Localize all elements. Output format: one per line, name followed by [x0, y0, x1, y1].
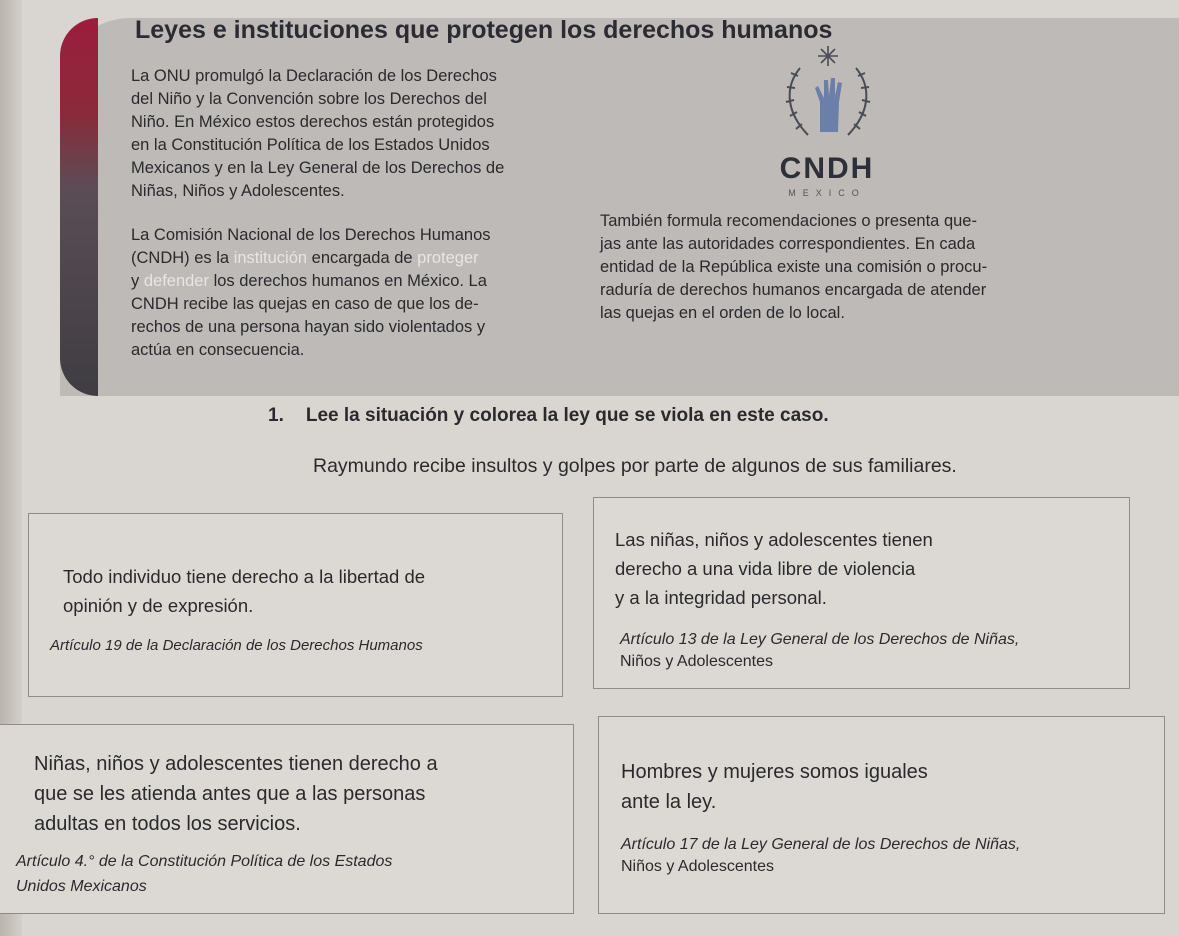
cndh-paragraph-1 [131, 224, 581, 362]
law-text [615, 525, 933, 612]
text-run: encargada de [307, 249, 418, 267]
intro-line: en la Constitución Política de los Estados Unidos [131, 136, 490, 154]
cndh-line: CNDH recibe las quejas en caso de que los de- [131, 295, 479, 313]
intro-line: Mexicanos y en la Ley General de los Derechos de [131, 159, 505, 177]
text-run: los derechos humanos en México. La [208, 272, 487, 290]
source-line: Artículo 17 de la Ley General de los Derechos de Niñas, [621, 836, 1021, 853]
cndh-line: jas ante las autoridades correspondientes. En cada [600, 235, 976, 253]
law-line: opinión y de expresión. [63, 595, 254, 616]
cndh-line: rechos de una persona hayan sido violentados y [131, 318, 486, 336]
law-card-article-13[interactable] [593, 497, 1130, 689]
text-run: y [131, 272, 144, 290]
accent-bar [60, 18, 98, 396]
law-card-article-17[interactable] [598, 716, 1165, 914]
law-line: que se les atienda antes que a las personas [34, 783, 426, 805]
law-line: adultas en todos los servicios. [34, 813, 301, 835]
cndh-line [131, 270, 581, 293]
law-line: y a la integridad personal. [615, 587, 827, 608]
page-title: Leyes e instituciones que protegen los derechos humanos [135, 16, 833, 44]
faded-word: proteger [417, 249, 479, 267]
cndh-line: También formula recomendaciones o presenta que- [600, 212, 977, 230]
faded-word: defender [143, 272, 209, 290]
law-source [621, 834, 1020, 878]
intro-line: Niño. En México estos derechos están protegidos [131, 113, 495, 131]
law-source [16, 849, 392, 899]
law-card-article-4[interactable] [0, 724, 574, 914]
law-line: derecho a una vida libre de violencia [615, 558, 916, 579]
activity-instruction [268, 405, 829, 427]
situation-text: Raymundo recibe insultos y golpes por parte de algunos de sus familiares. [313, 455, 957, 477]
source-line: Artículo 19 de la Declaración de los Derechos Humanos [50, 637, 423, 654]
cndh-line: actúa en consecuencia. [131, 341, 305, 359]
source-line: Niños y Adolescentes [621, 858, 774, 875]
law-line: Las niñas, niños y adolescentes tienen [615, 529, 933, 550]
cndh-line: entidad de la República existe una comisión o procu- [600, 258, 988, 276]
cndh-line: raduría de derechos humanos encargada de atender [600, 281, 987, 299]
law-line: Todo individuo tiene derecho a la libertad de [63, 566, 426, 587]
intro-line: La ONU promulgó la Declaración de los Derechos [131, 67, 497, 85]
source-line: Unidos Mexicanos [16, 878, 147, 895]
cndh-logo [745, 40, 915, 205]
source-line: Artículo 4.° de la Constitución Política de los Estados [16, 853, 393, 870]
cndh-paragraph-2 [600, 210, 1070, 325]
law-line: ante la ley. [621, 791, 717, 813]
law-source [620, 629, 1019, 673]
faded-word: institución [233, 249, 308, 267]
law-line: Hombres y mujeres somos iguales [621, 761, 928, 783]
cndh-logo-country: MEXICO [788, 188, 866, 198]
cndh-hand-laurel-icon [768, 40, 888, 150]
law-text [34, 749, 438, 839]
law-line: Niñas, niños y adolescentes tienen derecho a [34, 753, 438, 775]
cndh-line [131, 247, 581, 270]
law-text [621, 757, 928, 817]
cndh-line: las quejas en el orden de lo local. [600, 304, 845, 322]
instruction-text: Lee la situación y colorea la ley que se viola en este caso. [305, 405, 829, 426]
source-line: Artículo 13 de la Ley General de los Derechos de Niñas, [620, 631, 1020, 648]
law-source [50, 635, 423, 657]
text-run: (CNDH) es la [131, 249, 234, 267]
intro-line: Niñas, Niños y Adolescentes. [131, 182, 345, 200]
intro-paragraph [131, 65, 586, 203]
intro-line: del Niño y la Convención sobre los Derechos del [131, 90, 487, 108]
law-card-article-19[interactable] [28, 513, 563, 697]
source-line: Niños y Adolescentes [620, 653, 773, 670]
activity-number: 1. [268, 405, 284, 426]
cndh-line: La Comisión Nacional de los Derechos Humanos [131, 226, 491, 244]
law-text [63, 562, 425, 620]
cndh-logo-name: CNDH [779, 152, 875, 185]
